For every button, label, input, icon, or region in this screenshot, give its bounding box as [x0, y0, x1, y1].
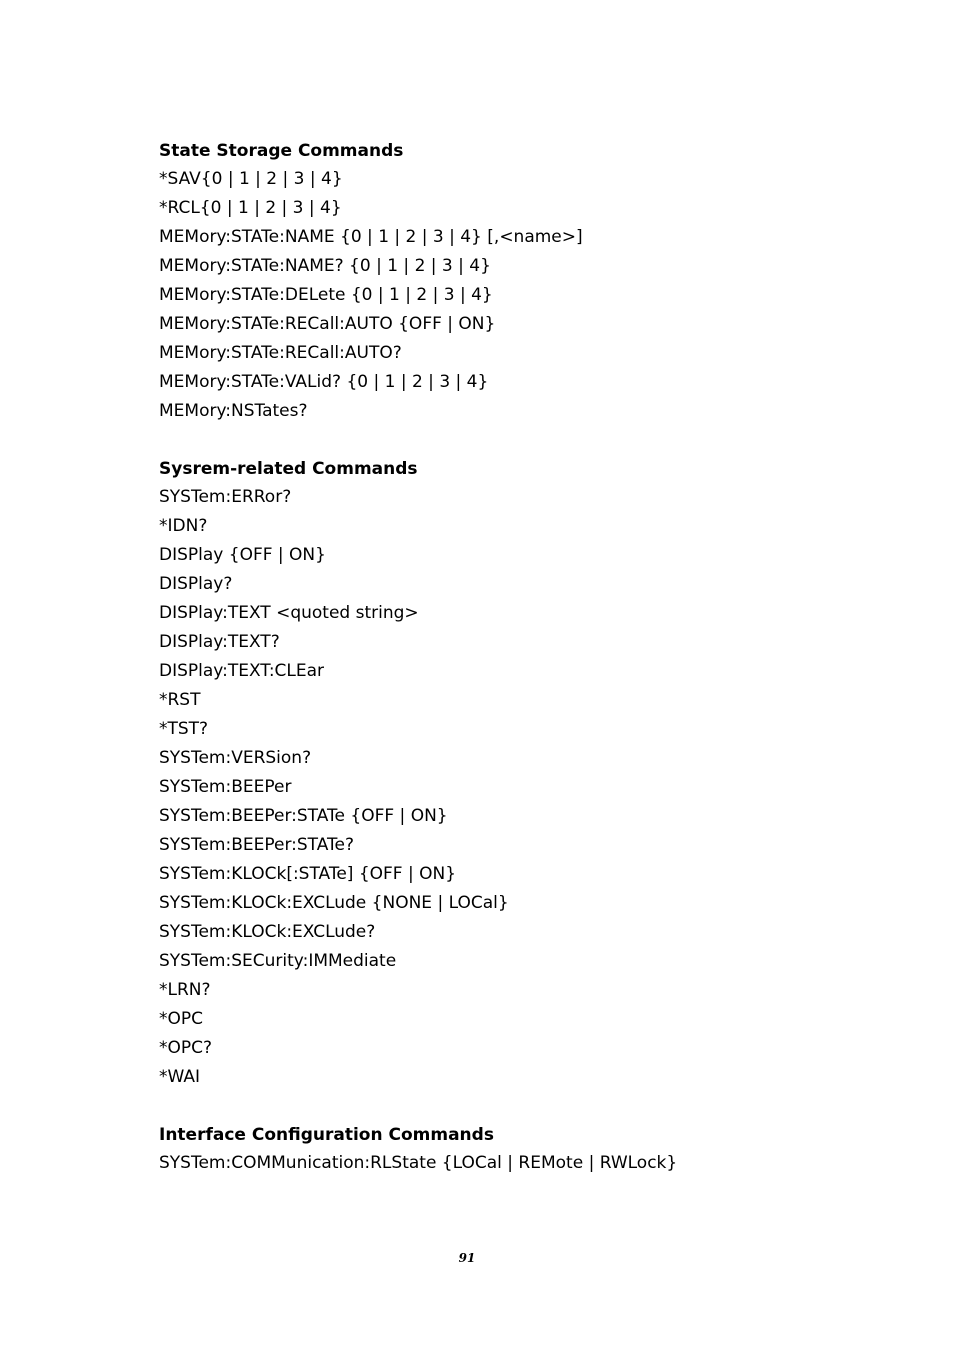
command-line: MEMory:STATe:VALid? {0 | 1 | 2 | 3 | 4}	[159, 372, 489, 392]
command-line: SYSTem:BEEPer:STATe?	[159, 835, 355, 855]
command-line: MEMory:STATe:DELete {0 | 1 | 2 | 3 | 4}	[159, 285, 493, 305]
command-line: DISPlay:TEXT <quoted string>	[159, 603, 419, 623]
command-line: MEMory:NSTates?	[159, 401, 308, 421]
command-line: DISPlay {OFF | ON}	[159, 545, 326, 565]
command-line: SYSTem:ERRor?	[159, 487, 292, 507]
command-line: MEMory:STATe:RECall:AUTO {OFF | ON}	[159, 314, 496, 334]
command-line: *RST	[159, 690, 201, 710]
command-line: SYSTem:KLOCk[:STATe] {OFF | ON}	[159, 864, 457, 884]
command-line: DISPlay?	[159, 574, 233, 594]
command-line: SYSTem:SECurity:IMMediate	[159, 951, 397, 971]
command-line: *SAV{0 | 1 | 2 | 3 | 4}	[159, 169, 343, 189]
section-state-storage	[159, 137, 859, 426]
command-line: DISPlay:TEXT?	[159, 632, 280, 652]
command-line: SYSTem:KLOCk:EXCLude {NONE | LOCal}	[159, 893, 509, 913]
section-heading: Sysrem-related Commands	[159, 459, 418, 479]
command-line: *OPC?	[159, 1038, 213, 1058]
command-line: *OPC	[159, 1009, 204, 1029]
command-line: *WAI	[159, 1067, 201, 1087]
command-line: MEMory:STATe:NAME {0 | 1 | 2 | 3 | 4} [,<name>]	[159, 227, 583, 247]
section-interface-configuration	[159, 1121, 859, 1178]
command-line: MEMory:STATe:RECall:AUTO?	[159, 343, 402, 363]
command-line: SYSTem:COMMunication:RLState {LOCal | REMote | RWLock}	[159, 1153, 678, 1173]
command-line: *TST?	[159, 719, 209, 739]
section-heading: State Storage Commands	[159, 141, 404, 161]
command-line: SYSTem:VERSion?	[159, 748, 312, 768]
command-line: *RCL{0 | 1 | 2 | 3 | 4}	[159, 198, 342, 218]
section-heading: Interface Configuration Commands	[159, 1125, 494, 1145]
command-line: SYSTem:BEEPer	[159, 777, 292, 797]
command-line: *LRN?	[159, 980, 211, 1000]
document-page	[159, 137, 859, 1178]
command-line: *IDN?	[159, 516, 208, 536]
command-line: SYSTem:KLOCk:EXCLude?	[159, 922, 376, 942]
section-system-related	[159, 455, 859, 1092]
command-line: DISPlay:TEXT:CLEar	[159, 661, 325, 681]
command-line: SYSTem:BEEPer:STATe {OFF | ON}	[159, 806, 448, 826]
page-number: 91	[458, 1251, 476, 1265]
command-line: MEMory:STATe:NAME? {0 | 1 | 2 | 3 | 4}	[159, 256, 491, 276]
